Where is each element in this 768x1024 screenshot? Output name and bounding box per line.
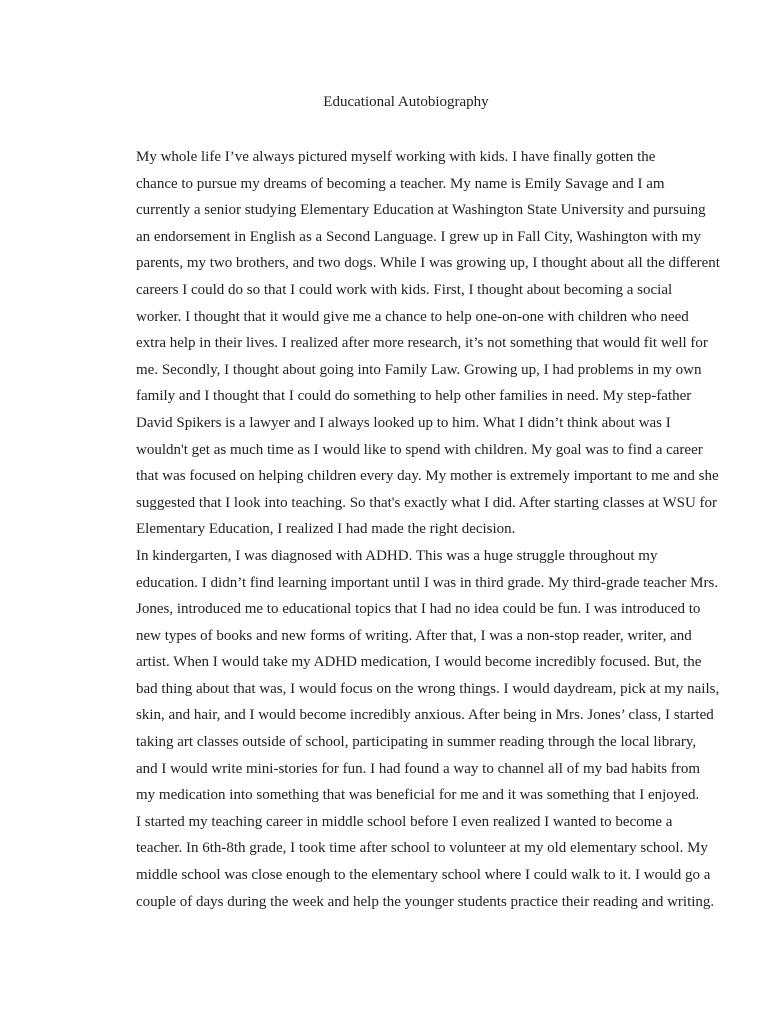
paragraph-2-line: and I would write mini-stories for fun. I had found a way to channel all of my bad habits from [136,760,701,777]
document-title: Educational Autobiography [323,94,489,110]
paragraph-1-line: that was focused on helping children every day. My mother is extremely important to me and she [136,468,719,485]
paragraph-1-line: My whole life I’ve always pictured myself working with kids. I have finally gotten the [136,149,656,165]
paragraph-1-line: an endorsement in English as a Second Language. I grew up in Fall City, Washington with my [136,228,701,245]
paragraph-3-line: I started my teaching career in middle school before I even realized I wanted to become a [136,813,673,830]
paragraph-2-line: skin, and hair, and I would become incredibly anxious. After being in Mrs. Jones’ class, I started [136,707,714,724]
paragraph-2-line: artist. When I would take my ADHD medication, I would become incredibly focused. But, the [136,654,702,671]
paragraph-3-line: teacher. In 6th-8th grade, I took time after school to volunteer at my old elementary school. My [136,840,708,857]
paragraph-1-line: Elementary Education, I realized I had made the right decision. [136,521,516,538]
paragraph-1-line: David Spikers is a lawyer and I always looked up to him. What I didn’t think about was I [136,414,671,431]
paragraph-2-line: my medication into something that was beneficial for me and it was something that I enjoyed. [136,787,700,804]
paragraph-1-line: me. Secondly, I thought about going into Family Law. Growing up, I had problems in my own [136,361,702,378]
paragraph-1-line: family and I thought that I could do something to help other families in need. My step-father [136,388,692,405]
paragraph-1-line: wouldn't get as much time as I would like to spend with children. My goal was to find a career [136,441,703,458]
paragraph-2-line: bad thing about that was, I would focus on the wrong things. I would daydream, pick at my nails, [136,680,720,697]
paragraph-1-line: chance to pursue my dreams of becoming a teacher. My name is Emily Savage and I am [136,175,665,192]
paragraph-2-line: taking art classes outside of school, participating in summer reading through the local library, [136,734,697,751]
paragraph-3-line: middle school was close enough to the elementary school where I could walk to it. I would go a [136,867,711,884]
document-body [90,144,720,915]
paragraph-2-line: education. I didn’t find learning important until I was in third grade. My third-grade teacher Mrs. [136,574,719,591]
paragraph-1-line: extra help in their lives. I realized after more research, it’s not something that would fit well for [136,335,708,352]
paragraph-3-line: couple of days during the week and help the younger students practice their reading and writing. [136,893,715,910]
paragraph-1-line: careers I could do so that I could work with kids. First, I thought about becoming a social [136,281,673,298]
paragraph-1 [90,144,720,543]
paragraph-1-line: parents, my two brothers, and two dogs. While I was growing up, I thought about all the different [136,255,720,272]
paragraph-1-line: suggested that I look into teaching. So that's exactly what I did. After starting classes at WSU for [136,494,718,511]
paragraph-2-line: In kindergarten, I was diagnosed with ADHD. This was a huge struggle throughout my [136,547,658,564]
paragraph-2-line: Jones, introduced me to educational topics that I had no idea could be fun. I was introduced to [136,601,701,618]
paragraph-1-line: worker. I thought that it would give me a chance to help one-on-one with children who need [136,308,689,325]
paragraph-3 [90,809,715,915]
paragraph-1-line: currently a senior studying Elementary Education at Washington State University and pursuing [136,202,706,219]
paragraph-2 [90,543,720,809]
paragraph-2-line: new types of books and new forms of writing. After that, I was a non-stop reader, writer, and [136,627,692,644]
